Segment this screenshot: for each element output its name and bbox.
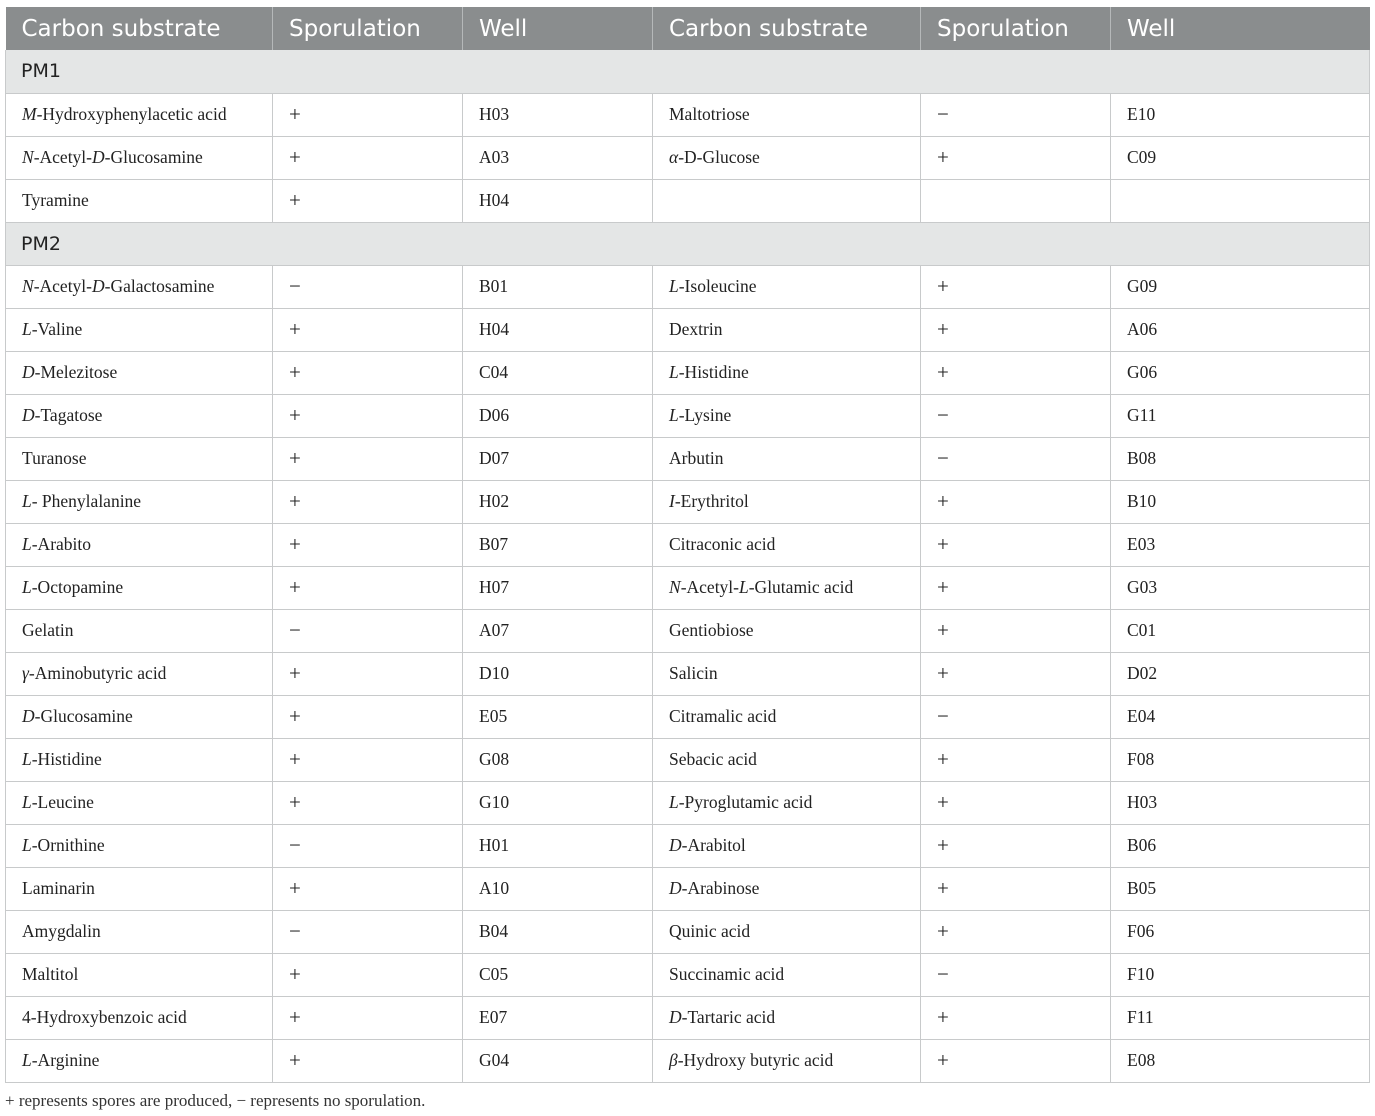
cell-carbon-substrate: D-Tagatose [6, 394, 273, 437]
cell-well: C09 [1111, 136, 1370, 179]
cell-sporulation: − [921, 695, 1111, 738]
table-row [6, 996, 1370, 1039]
cell-well: F08 [1111, 738, 1370, 781]
cell-well: G04 [463, 1039, 653, 1082]
table-row [6, 1039, 1370, 1082]
cell-sporulation: + [921, 265, 1111, 308]
cell-well: B06 [1111, 824, 1370, 867]
cell-sporulation: + [273, 996, 463, 1039]
cell-well: F06 [1111, 910, 1370, 953]
cell-well: D02 [1111, 652, 1370, 695]
cell-carbon-substrate: L-Arginine [6, 1039, 273, 1082]
cell-carbon-substrate: L-Histidine [653, 351, 921, 394]
cell-carbon-substrate: I-Erythritol [653, 480, 921, 523]
cell-well: G09 [1111, 265, 1370, 308]
cell-carbon-substrate: Arbutin [653, 437, 921, 480]
cell-sporulation: + [273, 1039, 463, 1082]
cell-carbon-substrate: Gelatin [6, 609, 273, 652]
header-carbon-substrate-right: Carbon substrate [653, 7, 921, 50]
carbon-substrate-table-container [5, 7, 1369, 1083]
cell-carbon-substrate: L-Isoleucine [653, 265, 921, 308]
cell-carbon-substrate: M-Hydroxyphenylacetic acid [6, 93, 273, 136]
table-body [6, 50, 1370, 1082]
cell-well: H01 [463, 824, 653, 867]
cell-well: B10 [1111, 480, 1370, 523]
table-row [6, 652, 1370, 695]
cell-well: E07 [463, 996, 653, 1039]
cell-sporulation: + [921, 652, 1111, 695]
cell-sporulation: + [273, 867, 463, 910]
cell-well: A10 [463, 867, 653, 910]
cell-sporulation: − [273, 910, 463, 953]
header-well-left: Well [463, 7, 653, 50]
cell-carbon-substrate: β-Hydroxy butyric acid [653, 1039, 921, 1082]
cell-well: A07 [463, 609, 653, 652]
cell-well: G10 [463, 781, 653, 824]
cell-carbon-substrate: D-Glucosamine [6, 695, 273, 738]
table-footnote: + represents spores are produced, − represents no sporulation. [5, 1091, 426, 1110]
cell-well: C01 [1111, 609, 1370, 652]
cell-sporulation: + [273, 523, 463, 566]
cell-well: H02 [463, 480, 653, 523]
cell-sporulation: + [921, 523, 1111, 566]
cell-carbon-substrate: Maltitol [6, 953, 273, 996]
cell-carbon-substrate: Citraconic acid [653, 523, 921, 566]
cell-well: E10 [1111, 93, 1370, 136]
cell-well: D06 [463, 394, 653, 437]
cell-carbon-substrate: Tyramine [6, 179, 273, 222]
table-row [6, 265, 1370, 308]
cell-well: D10 [463, 652, 653, 695]
cell-sporulation: + [921, 824, 1111, 867]
header-sporulation-left: Sporulation [273, 7, 463, 50]
cell-sporulation: + [273, 437, 463, 480]
cell-well: H03 [463, 93, 653, 136]
cell-well: F11 [1111, 996, 1370, 1039]
header-sporulation-right: Sporulation [921, 7, 1111, 50]
cell-carbon-substrate: D-Tartaric acid [653, 996, 921, 1039]
cell-carbon-substrate: α-D-Glucose [653, 136, 921, 179]
cell-well: H04 [463, 179, 653, 222]
cell-carbon-substrate: N-Acetyl-L-Glutamic acid [653, 566, 921, 609]
cell-well: E03 [1111, 523, 1370, 566]
cell-sporulation: + [273, 781, 463, 824]
cell-well: B01 [463, 265, 653, 308]
cell-sporulation: + [921, 566, 1111, 609]
cell-sporulation: + [921, 910, 1111, 953]
cell-carbon-substrate: N-Acetyl-D-Glucosamine [6, 136, 273, 179]
table-row [6, 867, 1370, 910]
cell-carbon-substrate: D-Melezitose [6, 351, 273, 394]
cell-well: D07 [463, 437, 653, 480]
cell-well: H04 [463, 308, 653, 351]
cell-well [1111, 179, 1370, 222]
cell-carbon-substrate: Citramalic acid [653, 695, 921, 738]
carbon-substrate-table [5, 7, 1370, 1083]
group-label: PM1 [6, 50, 1370, 93]
cell-well: G08 [463, 738, 653, 781]
cell-carbon-substrate: Succinamic acid [653, 953, 921, 996]
cell-well: H07 [463, 566, 653, 609]
header-well-right: Well [1111, 7, 1370, 50]
table-row [6, 609, 1370, 652]
cell-well: E04 [1111, 695, 1370, 738]
cell-carbon-substrate: L- Phenylalanine [6, 480, 273, 523]
cell-sporulation [921, 179, 1111, 222]
cell-sporulation: − [921, 953, 1111, 996]
table-row [6, 136, 1370, 179]
cell-carbon-substrate: N-Acetyl-D-Galactosamine [6, 265, 273, 308]
cell-sporulation: + [273, 394, 463, 437]
cell-well: G06 [1111, 351, 1370, 394]
cell-well: A06 [1111, 308, 1370, 351]
cell-sporulation: + [921, 996, 1111, 1039]
cell-well: B05 [1111, 867, 1370, 910]
cell-carbon-substrate: Amygdalin [6, 910, 273, 953]
cell-well: B07 [463, 523, 653, 566]
cell-sporulation: + [921, 738, 1111, 781]
cell-sporulation: + [921, 867, 1111, 910]
cell-sporulation: + [273, 93, 463, 136]
cell-carbon-substrate: L-Valine [6, 308, 273, 351]
table-row [6, 351, 1370, 394]
table-row [6, 394, 1370, 437]
table-row [6, 738, 1370, 781]
cell-sporulation: + [921, 1039, 1111, 1082]
group-row-pm2 [6, 222, 1370, 265]
cell-carbon-substrate: L-Lysine [653, 394, 921, 437]
cell-sporulation: + [273, 308, 463, 351]
cell-carbon-substrate: L-Leucine [6, 781, 273, 824]
cell-sporulation: + [273, 652, 463, 695]
cell-carbon-substrate: Laminarin [6, 867, 273, 910]
table-row [6, 308, 1370, 351]
cell-well: E05 [463, 695, 653, 738]
cell-well: G11 [1111, 394, 1370, 437]
cell-sporulation: + [273, 738, 463, 781]
table-row [6, 695, 1370, 738]
cell-carbon-substrate: L-Octopamine [6, 566, 273, 609]
table-row [6, 523, 1370, 566]
table-header [6, 7, 1370, 50]
cell-well: C05 [463, 953, 653, 996]
cell-carbon-substrate: γ-Aminobutyric acid [6, 652, 273, 695]
cell-carbon-substrate: D-Arabinose [653, 867, 921, 910]
cell-well: A03 [463, 136, 653, 179]
cell-sporulation: + [273, 480, 463, 523]
cell-carbon-substrate: L-Pyroglutamic acid [653, 781, 921, 824]
table-row [6, 566, 1370, 609]
cell-carbon-substrate: Salicin [653, 652, 921, 695]
table-row [6, 910, 1370, 953]
cell-carbon-substrate: L-Histidine [6, 738, 273, 781]
cell-carbon-substrate: L-Ornithine [6, 824, 273, 867]
cell-well: F10 [1111, 953, 1370, 996]
cell-carbon-substrate: 4-Hydroxybenzoic acid [6, 996, 273, 1039]
cell-sporulation: + [273, 351, 463, 394]
table-row [6, 824, 1370, 867]
cell-sporulation: + [273, 695, 463, 738]
table-row [6, 480, 1370, 523]
cell-sporulation: + [921, 480, 1111, 523]
cell-sporulation: − [921, 437, 1111, 480]
cell-carbon-substrate: D-Arabitol [653, 824, 921, 867]
cell-sporulation: + [273, 566, 463, 609]
cell-well: C04 [463, 351, 653, 394]
group-label: PM2 [6, 222, 1370, 265]
cell-sporulation: + [921, 781, 1111, 824]
cell-sporulation: + [273, 179, 463, 222]
cell-sporulation: + [921, 351, 1111, 394]
table-row [6, 953, 1370, 996]
cell-carbon-substrate: Gentiobiose [653, 609, 921, 652]
cell-well: B04 [463, 910, 653, 953]
cell-sporulation: − [273, 824, 463, 867]
cell-sporulation: − [273, 265, 463, 308]
group-row-pm1 [6, 50, 1370, 93]
cell-sporulation: + [273, 136, 463, 179]
table-row [6, 93, 1370, 136]
cell-carbon-substrate: Maltotriose [653, 93, 921, 136]
cell-well: H03 [1111, 781, 1370, 824]
cell-carbon-substrate: L-Arabito [6, 523, 273, 566]
table-row [6, 437, 1370, 480]
cell-well: G03 [1111, 566, 1370, 609]
cell-sporulation: − [273, 609, 463, 652]
cell-well: E08 [1111, 1039, 1370, 1082]
cell-sporulation: + [273, 953, 463, 996]
cell-carbon-substrate: Quinic acid [653, 910, 921, 953]
table-row [6, 179, 1370, 222]
header-carbon-substrate-left: Carbon substrate [6, 7, 273, 50]
cell-sporulation: + [921, 136, 1111, 179]
table-row [6, 781, 1370, 824]
cell-carbon-substrate [653, 179, 921, 222]
cell-carbon-substrate: Turanose [6, 437, 273, 480]
cell-well: B08 [1111, 437, 1370, 480]
cell-sporulation: − [921, 93, 1111, 136]
cell-carbon-substrate: Dextrin [653, 308, 921, 351]
cell-carbon-substrate: Sebacic acid [653, 738, 921, 781]
cell-sporulation: + [921, 609, 1111, 652]
cell-sporulation: + [921, 308, 1111, 351]
header-row [6, 7, 1370, 50]
cell-sporulation: − [921, 394, 1111, 437]
